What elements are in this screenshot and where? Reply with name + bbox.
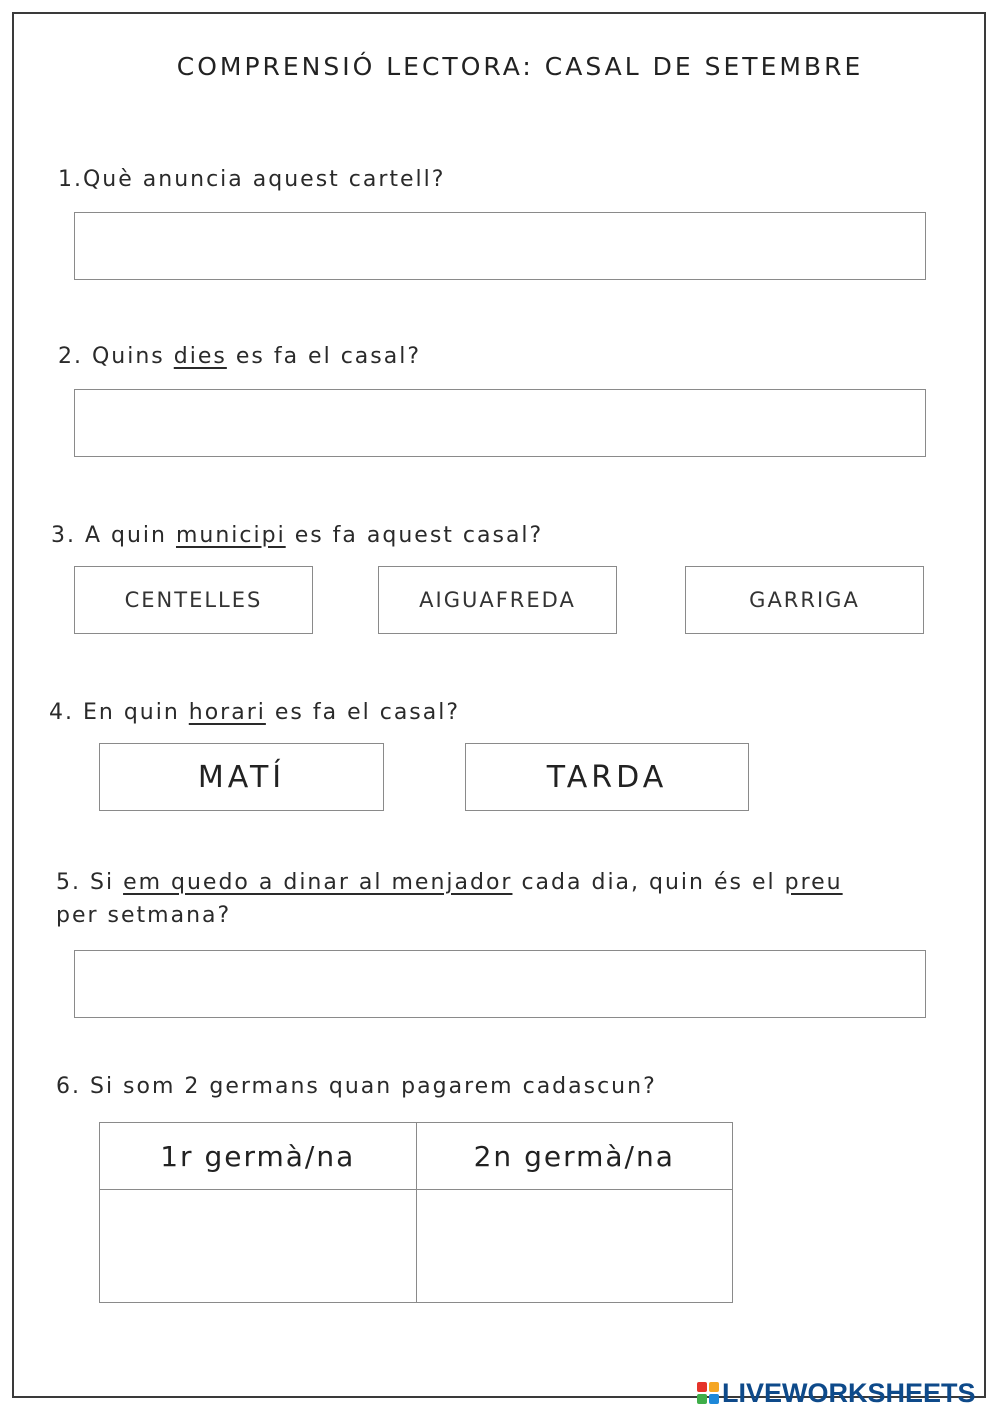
- answer-1-input[interactable]: [74, 212, 926, 280]
- question-4-text: 4. En quin: [49, 700, 189, 725]
- page-title: COMPRENSIÓ LECTORA: CASAL DE SETEMBRE: [176, 52, 864, 81]
- logo-square-orange: [709, 1382, 719, 1392]
- answer-first-sibling-input[interactable]: [100, 1190, 417, 1303]
- option-garriga[interactable]: GARRIGA: [685, 566, 924, 634]
- logo-square-blue: [709, 1394, 719, 1404]
- answer-second-sibling-input[interactable]: [416, 1190, 733, 1303]
- question-5-keyword-preu: preu: [784, 870, 843, 895]
- header-first-sibling: 1r germà/na: [100, 1123, 417, 1190]
- siblings-price-table: [99, 1122, 733, 1303]
- question-1: [58, 163, 445, 196]
- liveworksheets-logo: [697, 1376, 976, 1410]
- question-2-text: 2. Quins: [58, 344, 174, 369]
- question-2-text-end: es fa el casal?: [226, 344, 421, 369]
- question-5-text-mid: cada dia, quin és el: [512, 870, 785, 895]
- logo-square-green: [697, 1394, 707, 1404]
- option-tarda[interactable]: TARDA: [465, 743, 749, 811]
- answer-2-input[interactable]: [74, 389, 926, 457]
- question-5-text-line2: per setmana?: [56, 903, 232, 928]
- liveworksheets-logo-text: LIVEWORKSHEETS: [722, 1377, 976, 1408]
- question-2-keyword: dies: [173, 344, 227, 369]
- question-5: [56, 866, 926, 932]
- question-6-text: 6. Si som 2 germans quan pagarem cadascun?: [56, 1074, 657, 1099]
- answer-5-input[interactable]: [74, 950, 926, 1018]
- question-3-text: 3. A quin: [51, 523, 176, 548]
- option-mati[interactable]: MATÍ: [99, 743, 384, 811]
- question-6: [56, 1070, 657, 1103]
- question-4: [49, 696, 460, 729]
- question-3: [51, 519, 543, 552]
- question-2: [58, 340, 421, 373]
- question-1-text: 1.Què anuncia aquest cartell?: [58, 167, 446, 192]
- option-aiguafreda[interactable]: AIGUAFREDA: [378, 566, 617, 634]
- option-centelles[interactable]: CENTELLES: [74, 566, 313, 634]
- question-3-text-end: es fa aquest casal?: [285, 523, 544, 548]
- question-5-keyword-menjador: em quedo a dinar al menjador: [123, 870, 513, 895]
- question-5-text: 5. Si: [56, 870, 124, 895]
- header-second-sibling: 2n germà/na: [416, 1123, 733, 1190]
- question-4-text-end: es fa el casal?: [265, 700, 461, 725]
- liveworksheets-logo-icon: [697, 1382, 719, 1404]
- logo-square-red: [697, 1382, 707, 1392]
- question-4-keyword: horari: [188, 700, 266, 725]
- question-3-keyword: municipi: [175, 523, 286, 548]
